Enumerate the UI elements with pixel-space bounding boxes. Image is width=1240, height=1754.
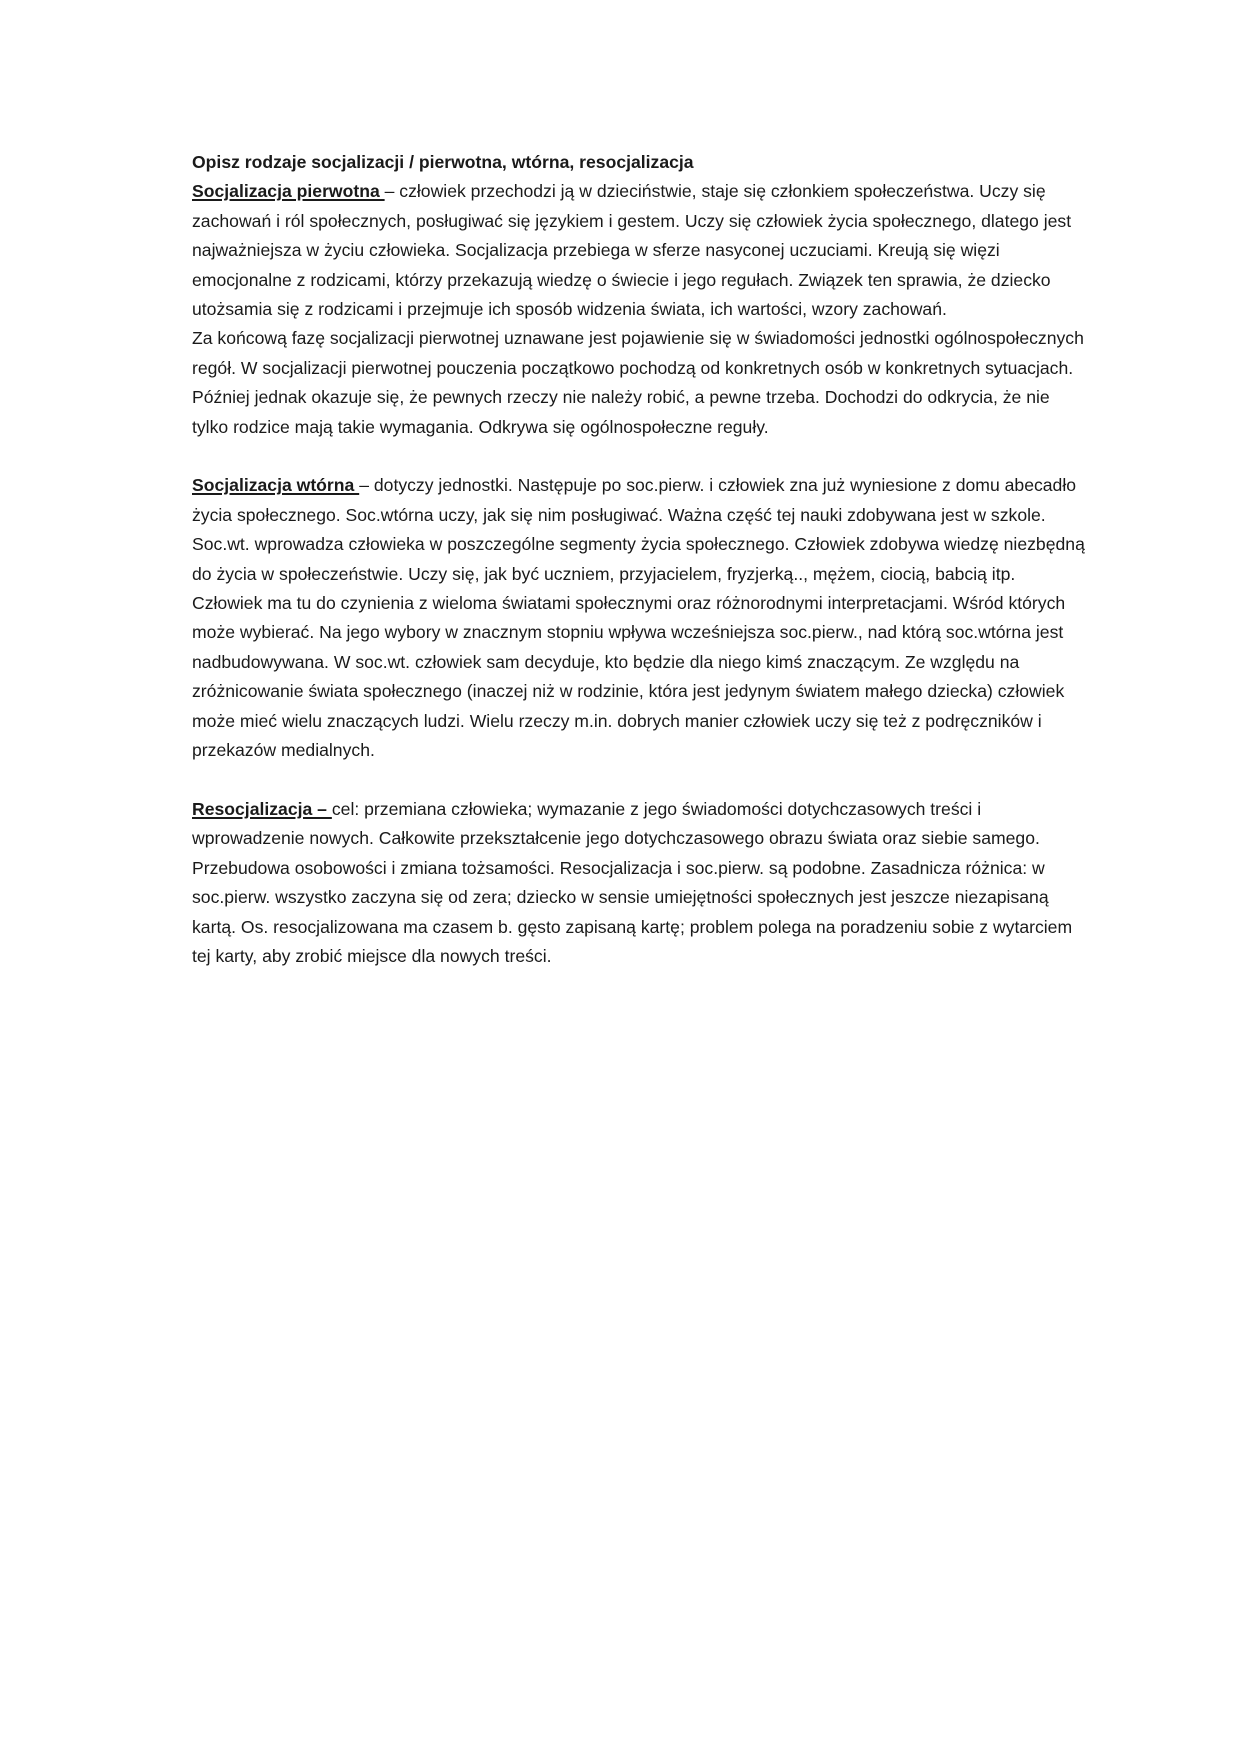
term-resocialization: Resocjalizacja – [192,798,332,819]
document-body [192,148,1088,971]
section-primary-socialization [192,177,1088,324]
resocialization-text: cel: przemiana człowieka; wymazanie z jego świadomości dotychczasowych treści i wprowadzenie nowych. Całkowite przekształcenie jego dotychczasowego obrazu świata oraz siebie samego. Przebudowa osobowości i zmiana tożsamości. Resocjalizacja i soc.pierw. są podobne. Zasadnicza różnica: w soc.pierw. wszystko zaczyna się od zera; dziecko w sensie umiejętności społecznych jest jeszcze niezapisaną kartą. Os. resocjalizowana ma czasem b. gęsto zapisaną kartę; problem polega na poradzeniu sobie z wytarciem tej karty, aby zrobić miejsce dla nowych treści. [192,798,1073,966]
paragraph-gap [192,766,1088,795]
section-secondary-socialization [192,471,1088,765]
paragraph-gap [192,442,1088,471]
secondary-socialization-text: – dotyczy jednostki. Następuje po soc.pierw. i człowiek zna już wyniesione z domu abecadło życia społecznego. Soc.wtórna uczy, jak się nim posługiwać. Ważna część tej nauki zdobywana jest w szkole. Soc.wt. wprowadza człowieka w poszczególne segmenty życia społecznego. Człowiek zdobywa wiedzę niezbędną do życia w społeczeństwie. Uczy się, jak być uczniem, przyjacielem, fryzjerką.., mężem, ciocią, babcią itp. Człowiek ma tu do czynienia z wieloma światami społecznymi oraz różnorodnymi interpretacjami. Wśród których może wybierać. Na jego wybory w znacznym stopniu wpływa wcześniejsza soc.pierw., nad którą soc.wtórna jest nadbudowywana. W soc.wt. człowiek sam decyduje, kto będzie dla niego kimś znaczącym. Ze względu na zróżnicowanie świata społecznego (inaczej niż w rodzinie, która jest jedynym światem małego dziecka) człowiek może mieć wielu znaczących ludzi. Wielu rzeczy m.in. dobrych manier człowiek uczy się też z podręczników i przekazów medialnych. [192,475,1085,761]
term-primary-socialization: Socjalizacja pierwotna [192,181,385,202]
document-title: Opisz rodzaje socjalizacji / pierwotna, wtórna, resocjalizacja [192,152,694,172]
primary-socialization-final-phase: Za końcową fazę socjalizacji pierwotnej uznawane jest pojawienie się w świadomości jednostki ogólnospołecznych regół. W socjalizacji pierwotnej pouczenia początkowo pochodzą od konkretnych osób w konkretnych sytuacjach. Później jednak okazuje się, że pewnych rzeczy nie należy robić, a pewne trzeba. Dochodzi do odkrycia, że nie tylko rodzice mają takie wymagania. Odkrywa się ogólnospołeczne reguły. [192,328,1084,437]
term-secondary-socialization: Socjalizacja wtórna [192,475,360,496]
section-resocialization [192,795,1088,971]
primary-socialization-text: – człowiek przechodzi ją w dzieciństwie, staje się członkiem społeczeństwa. Uczy się zachowań i ról społecznych, posługiwać się językiem i gestem. Uczy się człowiek życia społecznego, dlatego jest najważniejsza w życiu człowieka. Socjalizacja przebiega w sferze nasyconej uczuciami. Kreują się więzi emocjonalne z rodzicami, którzy przekazują wiedzę o świecie i jego regułach. Związek ten sprawia, że dziecko utożsamia się z rodzicami i przejmuje ich sposób widzenia świata, ich wartości, wzory zachowań. [192,181,1072,320]
